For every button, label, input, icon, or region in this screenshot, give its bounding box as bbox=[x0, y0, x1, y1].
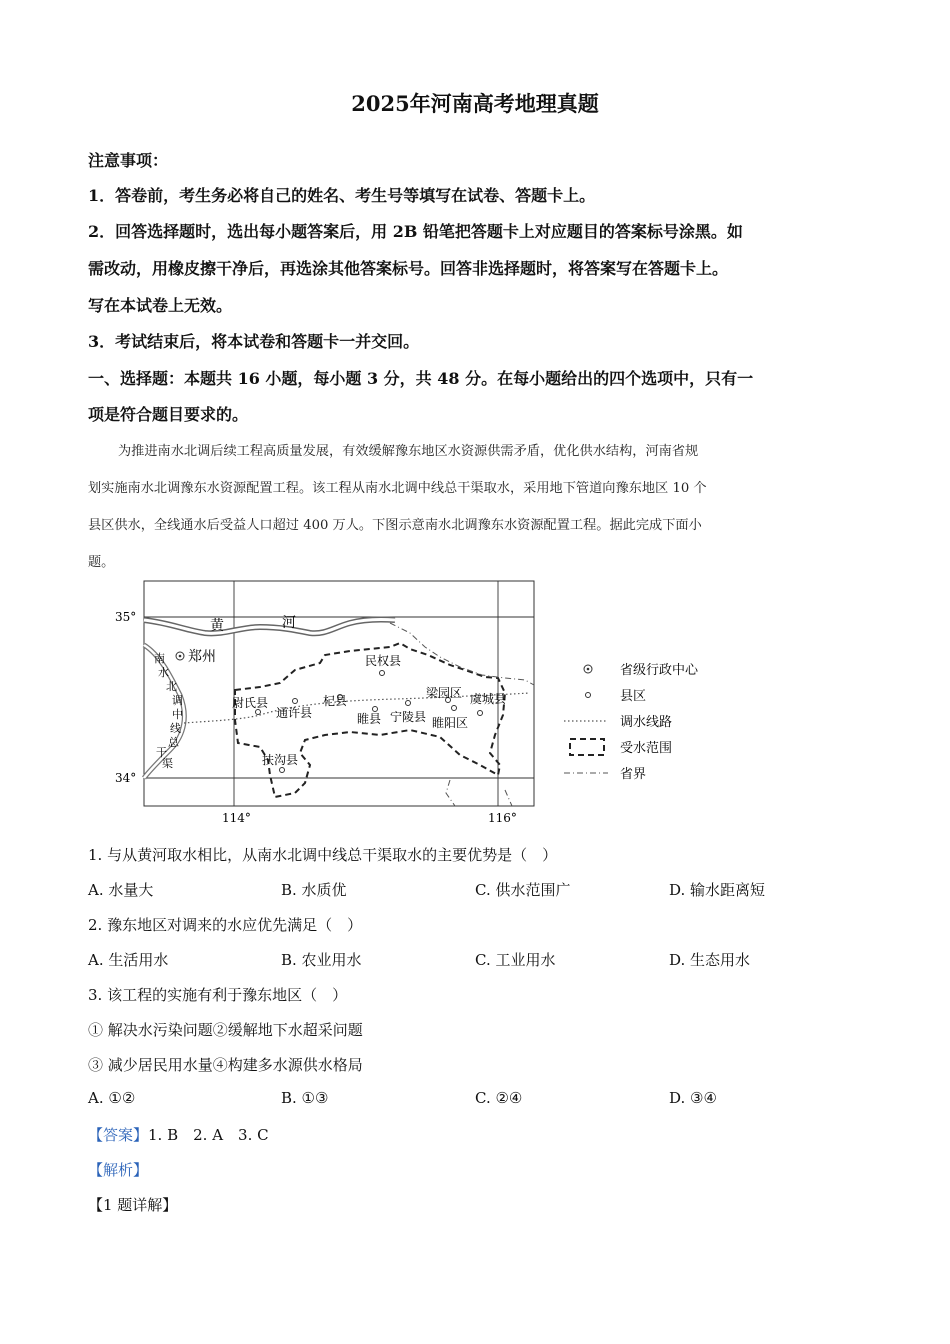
question-2-stem: 2. 豫东地区对调来的水应优先满足（ ） bbox=[88, 916, 363, 934]
question-3-statements-2: ③ 减少居民用水量④构建多水源供水格局 bbox=[88, 1056, 363, 1074]
passage-line-3: 县区供水，全线通水后受益人口超过 400 万人。下图示意南水北调豫东水资源配置工程。据此完成下面小 bbox=[88, 518, 702, 533]
canal-char-6: 线 bbox=[170, 722, 181, 735]
county-marker-tongxu bbox=[293, 699, 298, 704]
q3-option-c[interactable]: C. ②④ bbox=[475, 1089, 523, 1107]
answer-line bbox=[88, 1124, 269, 1145]
page-title: 2025年河南高考地理真题 bbox=[351, 91, 599, 116]
county-label-qixian: 杞县 bbox=[323, 694, 348, 708]
county-label-minquan: 民权县 bbox=[365, 654, 402, 668]
passage-line-4: 题。 bbox=[88, 555, 115, 570]
passage-line-2: 划实施南水北调豫东水资源配置工程。该工程从南水北调中线总干渠取水，采用地下管道向豫东地区 10 个 bbox=[88, 481, 707, 496]
legend-area-icon bbox=[570, 739, 604, 755]
canal-char-9: 渠 bbox=[162, 757, 173, 770]
q1-option-b[interactable]: B. 水质优 bbox=[281, 881, 347, 899]
notice-item-2-cont: 需改动，用橡皮擦干净后，再选涂其他答案标号。回答非选择题时，将答案写在答题卡上。 bbox=[88, 259, 729, 278]
capital-label: 郑州 bbox=[188, 649, 216, 665]
canal-char-8: 干 bbox=[156, 746, 167, 759]
notice-item-3: 3．考试结束后，将本试卷和答题卡一并交回。 bbox=[88, 332, 420, 351]
question-3-statements-1: ① 解决水污染问题②缓解地下水超采问题 bbox=[88, 1021, 363, 1039]
county-marker-fugou bbox=[280, 768, 285, 773]
county-marker-weishi bbox=[256, 710, 261, 715]
county-marker-suixian bbox=[373, 707, 378, 712]
lat-label-bottom: 34° bbox=[115, 771, 137, 785]
canal-char-5: 中 bbox=[172, 708, 183, 721]
q2-option-c[interactable]: C. 工业用水 bbox=[475, 951, 556, 969]
county-marker-ningling bbox=[406, 701, 411, 706]
answer-text: 1. B 2. A 3. C bbox=[148, 1126, 269, 1144]
map-figure bbox=[110, 575, 730, 830]
river-label-1: 黄 bbox=[210, 618, 224, 634]
county-marker-yucheng bbox=[478, 711, 483, 716]
canal-char-7: 总 bbox=[168, 736, 179, 749]
lon-label-left: 114° bbox=[222, 811, 251, 825]
canal-char-3: 北 bbox=[166, 680, 177, 693]
q2-option-a[interactable]: A. 生活用水 bbox=[88, 951, 169, 969]
q3-option-b[interactable]: B. ①③ bbox=[281, 1089, 329, 1107]
q1-option-a[interactable]: A. 水量大 bbox=[88, 881, 154, 899]
q3-option-a[interactable]: A. ①② bbox=[88, 1089, 136, 1107]
county-label-suiyang: 睢阳区 bbox=[432, 716, 469, 730]
section-heading-cont: 项是符合题目要求的。 bbox=[88, 405, 249, 424]
county-label-tongxu: 通许县 bbox=[276, 706, 313, 720]
river-label-2: 河 bbox=[282, 615, 296, 631]
q2-option-d[interactable]: D. 生态用水 bbox=[669, 951, 751, 969]
analysis-label: 【解析】 bbox=[88, 1161, 149, 1179]
canal-char-1: 南 bbox=[154, 652, 165, 665]
province-border bbox=[390, 623, 534, 685]
q1-option-c[interactable]: C. 供水范围广 bbox=[475, 881, 571, 899]
notice-item-2-end: 写在本试卷上无效。 bbox=[88, 296, 233, 315]
map-legend bbox=[564, 662, 699, 782]
canal-char-2: 水 bbox=[158, 666, 169, 679]
question-3-stem: 3. 该工程的实施有利于豫东地区（ ） bbox=[88, 986, 348, 1004]
legend-county-label: 县区 bbox=[620, 689, 647, 704]
q2-option-b[interactable]: B. 农业用水 bbox=[281, 951, 362, 969]
answer-label: 【答案】 bbox=[88, 1126, 149, 1144]
q1-option-d[interactable]: D. 输水距离短 bbox=[669, 881, 766, 899]
legend-county-icon bbox=[586, 693, 591, 698]
lon-label-right: 116° bbox=[488, 811, 517, 825]
section-heading: 一、选择题：本题共 16 小题，每小题 3 分，共 48 分。在每小题给出的四个选项中，只有一 bbox=[88, 369, 754, 388]
county-label-yucheng: 虞城县 bbox=[470, 692, 507, 706]
notice-item-2: 2．回答选择题时，选出每小题答案后，用 2B 铅笔把答题卡上对应题目的答案标号涂黑。如 bbox=[88, 222, 743, 241]
legend-route-label: 调水线路 bbox=[620, 715, 673, 730]
notice-item-1: 1．答卷前，考生务必将自己的姓名、考生号等填写在试卷、答题卡上。 bbox=[88, 186, 596, 205]
question-1-stem: 1. 与从黄河取水相比，从南水北调中线总干渠取水的主要优势是（ ） bbox=[88, 846, 558, 864]
notice-heading: 注意事项： bbox=[88, 151, 169, 170]
county-label-fugou: 扶沟县 bbox=[262, 753, 299, 767]
county-label-suixian: 睢县 bbox=[357, 712, 382, 726]
passage-line-1: 为推进南水北调后续工程高质量发展，有效缓解豫东地区水资源供需矛盾，优化供水结构，河南省规 bbox=[118, 444, 699, 459]
county-label-weishi: 尉氏县 bbox=[232, 696, 269, 710]
county-label-ningling: 宁陵县 bbox=[390, 710, 427, 724]
legend-capital-label: 省级行政中心 bbox=[620, 663, 699, 678]
county-marker-suiyang bbox=[452, 706, 457, 711]
legend-border-label: 省界 bbox=[620, 767, 647, 782]
county-marker-minquan bbox=[380, 671, 385, 676]
detail-label: 【1 题详解】 bbox=[88, 1196, 178, 1214]
q3-option-d[interactable]: D. ③④ bbox=[669, 1089, 717, 1107]
county-label-liangyuan: 梁园区 bbox=[426, 686, 463, 700]
canal-char-4: 调 bbox=[172, 694, 183, 707]
legend-area-label: 受水范围 bbox=[620, 741, 673, 756]
lat-label-top: 35° bbox=[115, 610, 137, 624]
